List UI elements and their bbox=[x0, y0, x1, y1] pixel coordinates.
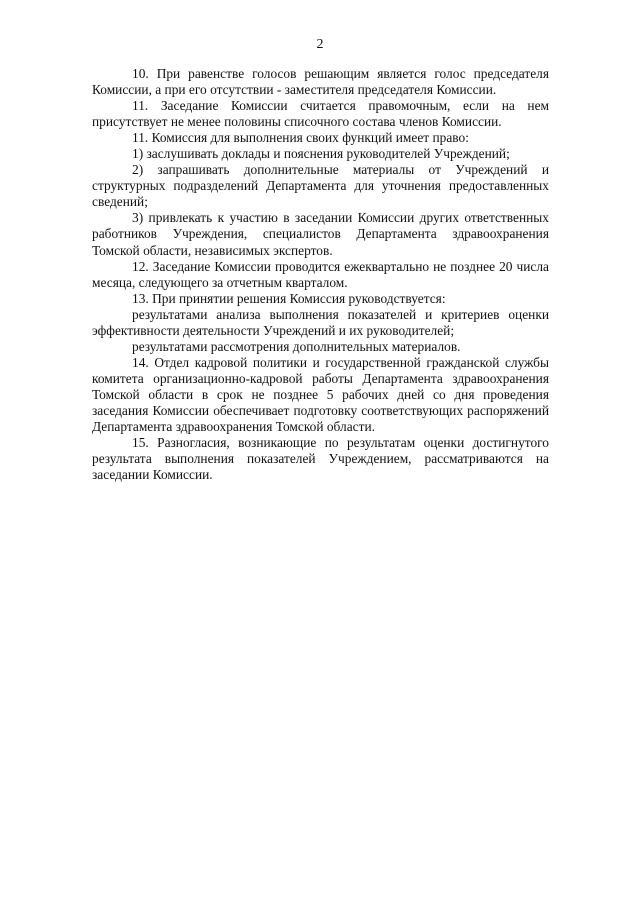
paragraph-15-disagreements: 15. Разногласия, возникающие по результатам оценки достигнутого результата выполнения показателей Учреждением, рассматриваются на заседании Комиссии. bbox=[92, 435, 549, 483]
paragraph-14-hr-department: 14. Отдел кадровой политики и государственной гражданской службы комитета организационно-кадровой работы Департамента здравоохранения Томской области в срок не позднее 5 рабочих дней со дня проведения заседания Комиссии обеспечивает подготовку соответствующих распоряжений Департамента здравоохранения Томской области. bbox=[92, 354, 549, 435]
list-item-1: 1) заслушивать доклады и пояснения руководителей Учреждений; bbox=[132, 146, 510, 162]
list-item-3: 3) привлекать к участию в заседании Комиссии других ответственных работников Учреждения, специалистов Департамента здравоохранения Томской области, независимых экспертов. bbox=[92, 210, 549, 258]
page-number: 2 bbox=[316, 37, 324, 52]
list-item-2: 2) запрашивать дополнительные материалы от Учреждений и структурных подразделений Департамента для уточнения предоставленных сведений; bbox=[92, 162, 549, 210]
paragraph-13-decision-basis: 13. При принятии решения Комиссия руководствуется: bbox=[132, 290, 446, 306]
paragraph-10-voting: 10. При равенстве голосов решающим является голос председателя Комиссии, а при его отсутствии - заместителя председателя Комиссии. bbox=[92, 66, 549, 98]
decision-basis-item-1: результатами анализа выполнения показателей и критериев оценки эффективности деятельности Учреждений и их руководителей; bbox=[92, 306, 549, 338]
paragraph-12-meeting-schedule: 12. Заседание Комиссии проводится ежеквартально не позднее 20 числа месяца, следующего за отчетным кварталом. bbox=[92, 258, 549, 290]
paragraph-11-quorum: 11. Заседание Комиссии считается правомочным, если на нем присутствует не менее половины списочного состава членов Комиссии. bbox=[92, 98, 549, 130]
paragraph-11-rights-intro: 11. Комиссия для выполнения своих функций имеет право: bbox=[132, 130, 469, 146]
decision-basis-item-2: результатами рассмотрения дополнительных материалов. bbox=[132, 338, 461, 354]
document-body bbox=[92, 66, 549, 483]
